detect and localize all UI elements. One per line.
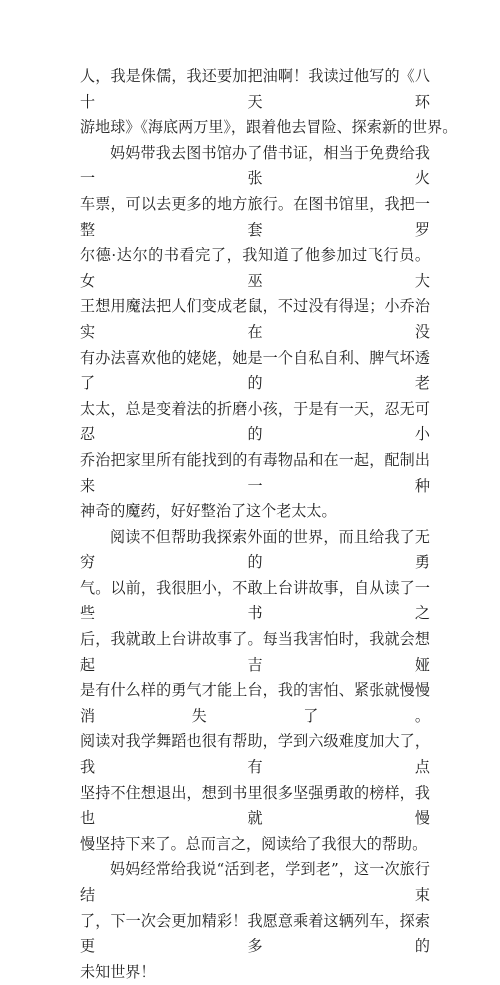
paragraph-line: 未知世界！ <box>80 962 156 981</box>
paragraph-line: 有办法喜欢他的姥姥，她是一个自私自利、脾气坏透了的老 <box>80 348 430 393</box>
paragraph-line: 坚持不住想退出，想到书里很多坚强勇敢的榜样，我也就慢 <box>80 783 430 828</box>
paragraph-1 <box>80 64 458 141</box>
paragraph-line: 后，我就敢上台讲故事了。每当我害怕时，我就会想起吉娅 <box>80 630 430 674</box>
paragraph-line: 阅读对我学舞蹈也很有帮助，学到六级难度加大了，我有点 <box>80 732 430 777</box>
paragraph-line: 游地球》《海底两万里》，跟着他去冒险、探索新的世界。 <box>80 118 458 137</box>
paragraph-3 <box>80 525 430 858</box>
paragraph-line: 太太，总是变着法的折磨小孩，于是有一天，忍无可忍的小 <box>80 399 430 444</box>
paragraph-line: 王想用魔法把人们变成老鼠，不过没有得逞；小乔治实在没 <box>80 297 430 341</box>
paragraph-4 <box>80 857 430 985</box>
essay-body <box>80 64 458 985</box>
paragraph-line: 神奇的魔药，好好整治了这个老太太。 <box>80 502 337 521</box>
paragraph-line: 乔治把家里所有能找到的有毒物品和在一起，配制出来一种 <box>80 450 430 495</box>
paragraph-line: 妈妈经常给我说“活到老，学到老”，这一次旅行结束 <box>80 860 430 904</box>
paragraph-2 <box>80 141 430 525</box>
paragraph-line: 阅读不但帮助我探索外面的世界，而且给我了无穷的勇 <box>80 527 430 572</box>
paragraph-line: 人，我是侏儒，我还要加把油啊！我读过他写的《八十天环 <box>80 67 430 111</box>
paragraph-line: 尔德·达尔的书看完了，我知道了他参加过飞行员。女巫大 <box>80 246 430 290</box>
paragraph-line: 气。以前，我很胆小，不敢上台讲故事，自从读了一些书之 <box>80 578 430 623</box>
paragraph-line: 了，下一次会更加精彩！我愿意乘着这辆列车，探索更多的 <box>80 911 430 956</box>
paragraph-line: 慢坚持下来了。总而言之，阅读给了我很大的帮助。 <box>80 834 428 853</box>
paragraph-line: 车票，可以去更多的地方旅行。在图书馆里，我把一整套罗 <box>80 194 430 239</box>
paragraph-line: 是有什么样的勇气才能上台，我的害怕、紧张就慢慢消失了。 <box>80 681 430 725</box>
paragraph-line: 妈妈带我去图书馆办了借书证，相当于免费给我一张火 <box>80 143 430 188</box>
